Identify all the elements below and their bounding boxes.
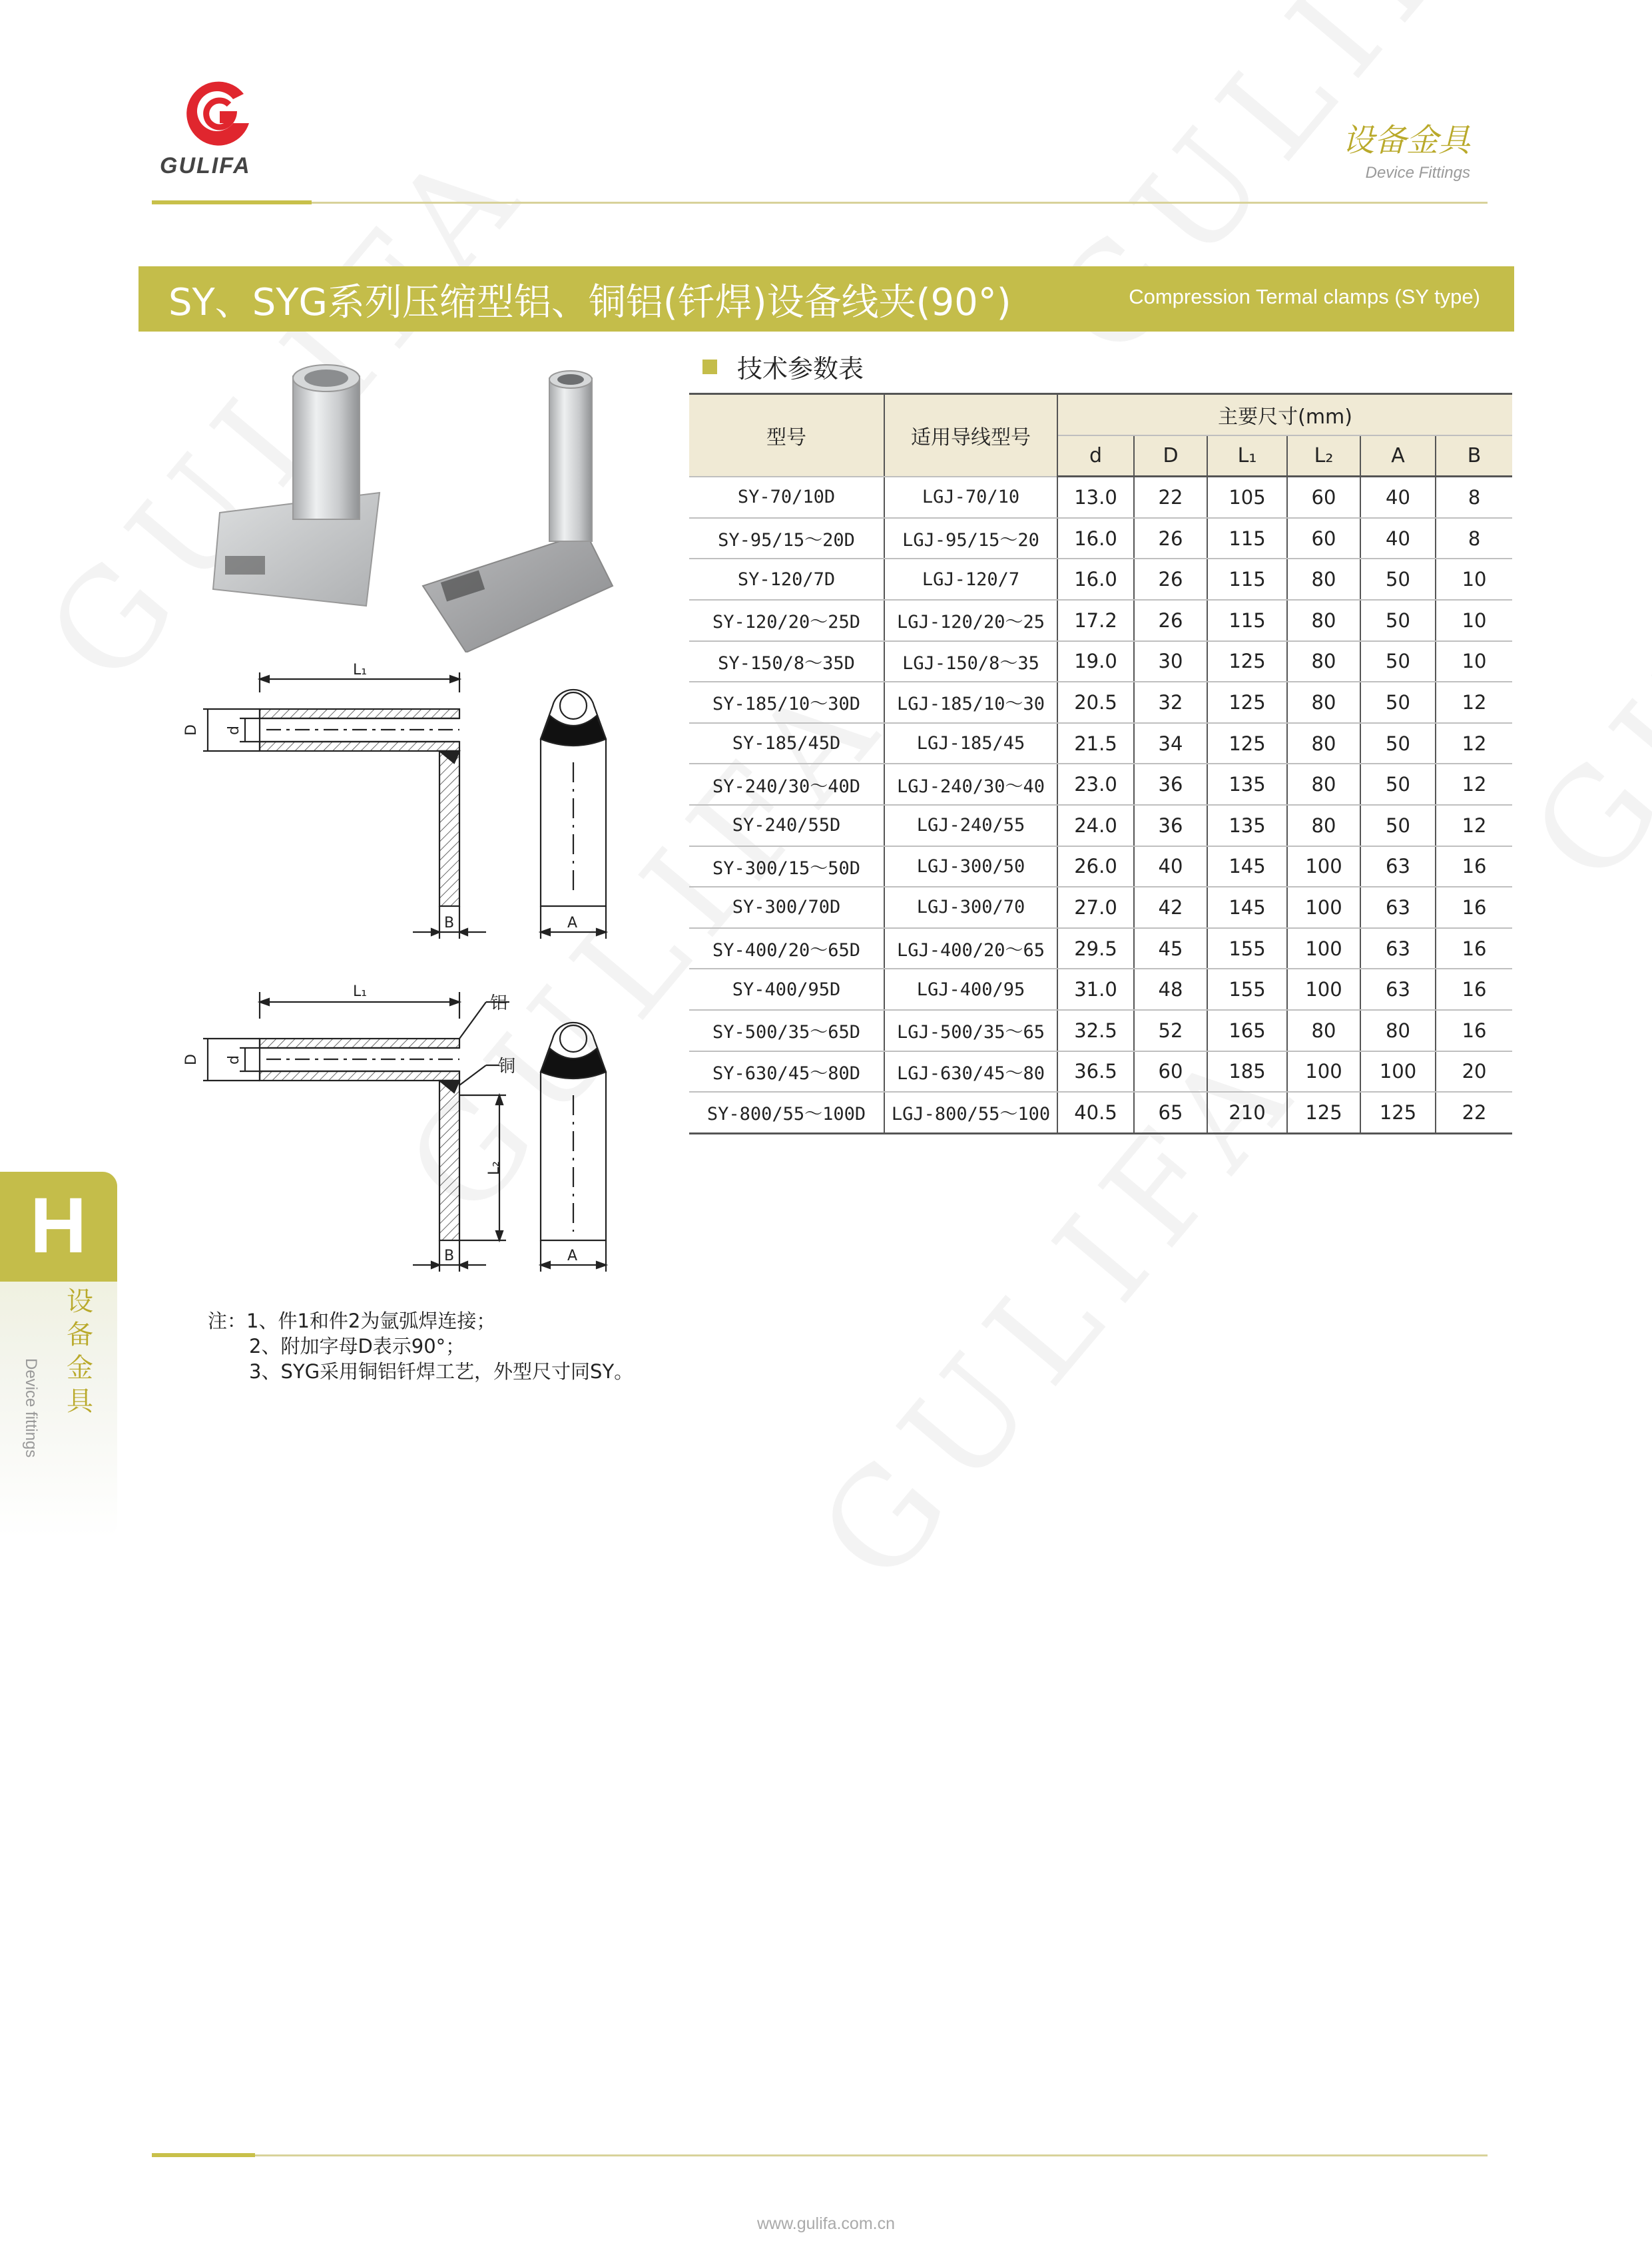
cell-dim: 31.0 bbox=[1057, 969, 1134, 1010]
cell-dim: 50 bbox=[1360, 600, 1436, 641]
cell-wire: LGJ-120/7 bbox=[884, 559, 1057, 600]
cell-wire: LGJ-630/45～80 bbox=[884, 1051, 1057, 1093]
cell-dim: 50 bbox=[1360, 682, 1436, 723]
product-photos bbox=[193, 360, 752, 652]
cell-dim: 42 bbox=[1134, 887, 1207, 928]
dim-label-D: D bbox=[183, 724, 200, 736]
header-dim: L₁ bbox=[1207, 435, 1287, 477]
cell-dim: 30 bbox=[1134, 641, 1207, 682]
cell-model: SY-185/45D bbox=[689, 723, 884, 764]
cell-wire: LGJ-300/70 bbox=[884, 887, 1057, 928]
footer-rule bbox=[152, 2154, 1488, 2156]
cell-dim: 21.5 bbox=[1057, 723, 1134, 764]
cell-dim: 29.5 bbox=[1057, 928, 1134, 969]
cell-wire: LGJ-400/20～65 bbox=[884, 928, 1057, 969]
photo-clamp-front bbox=[213, 365, 380, 606]
cell-wire: LGJ-240/30～40 bbox=[884, 764, 1057, 805]
cell-dim: 16 bbox=[1436, 887, 1512, 928]
cell-dim: 63 bbox=[1360, 887, 1436, 928]
cell-dim: 185 bbox=[1207, 1051, 1287, 1093]
cell-dim: 52 bbox=[1134, 1010, 1207, 1051]
cell-dim: 50 bbox=[1360, 559, 1436, 600]
dim-label-l1: L₁ bbox=[353, 983, 368, 1000]
cell-dim: 13.0 bbox=[1057, 477, 1134, 518]
cell-model: SY-120/7D bbox=[689, 559, 884, 600]
cell-dim: 80 bbox=[1287, 559, 1360, 600]
header-dimensions: 主要尺寸(mm) bbox=[1057, 394, 1512, 435]
cell-wire: LGJ-500/35～65 bbox=[884, 1010, 1057, 1051]
cell-dim: 100 bbox=[1287, 969, 1360, 1010]
dim-label-D: D bbox=[183, 1054, 200, 1065]
photo-clamp-angled bbox=[423, 371, 613, 652]
header-dim: d bbox=[1057, 435, 1134, 477]
cell-dim: 27.0 bbox=[1057, 887, 1134, 928]
cell-dim: 100 bbox=[1360, 1051, 1436, 1093]
table-row bbox=[689, 1010, 1512, 1051]
table-row bbox=[689, 887, 1512, 928]
cell-dim: 135 bbox=[1207, 805, 1287, 846]
cell-dim: 16.0 bbox=[1057, 518, 1134, 559]
cell-dim: 100 bbox=[1287, 1051, 1360, 1093]
cell-dim: 100 bbox=[1287, 928, 1360, 969]
dim-label-d: d bbox=[226, 726, 242, 735]
drawing-sy bbox=[173, 656, 653, 962]
cell-dim: 20 bbox=[1436, 1051, 1512, 1093]
cell-dim: 165 bbox=[1207, 1010, 1287, 1051]
cell-dim: 50 bbox=[1360, 764, 1436, 805]
cell-dim: 145 bbox=[1207, 846, 1287, 887]
cell-wire: LGJ-185/45 bbox=[884, 723, 1057, 764]
cell-dim: 40 bbox=[1360, 518, 1436, 559]
header-rule-accent bbox=[152, 200, 312, 204]
cell-dim: 63 bbox=[1360, 928, 1436, 969]
table-row bbox=[689, 641, 1512, 682]
cell-model: SY-300/70D bbox=[689, 887, 884, 928]
category-title: 设备金具 bbox=[1342, 122, 1470, 159]
cell-dim: 12 bbox=[1436, 764, 1512, 805]
cell-dim: 36.5 bbox=[1057, 1051, 1134, 1093]
cell-wire: LGJ-240/55 bbox=[884, 805, 1057, 846]
cell-model: SY-95/15～20D bbox=[689, 518, 884, 559]
cell-dim: 50 bbox=[1360, 723, 1436, 764]
cell-dim: 34 bbox=[1134, 723, 1207, 764]
dim-label-l2: L₂ bbox=[486, 1160, 503, 1175]
cell-dim: 115 bbox=[1207, 518, 1287, 559]
cell-dim: 145 bbox=[1207, 887, 1287, 928]
page-title: SY、SYG系列压缩型铝、铜铝(钎焊)设备线夹(90°) bbox=[168, 281, 1011, 324]
cell-model: SY-400/95D bbox=[689, 969, 884, 1010]
notes bbox=[208, 1308, 633, 1384]
cell-wire: LGJ-150/8～35 bbox=[884, 641, 1057, 682]
cell-dim: 80 bbox=[1287, 764, 1360, 805]
cell-dim: 26 bbox=[1134, 559, 1207, 600]
side-tab-title: 设备金具 bbox=[67, 1286, 93, 1417]
cell-dim: 12 bbox=[1436, 723, 1512, 764]
footer-url: www.gulifa.com.cn bbox=[756, 2214, 896, 2233]
cell-dim: 17.2 bbox=[1057, 600, 1134, 641]
dim-label-A: A bbox=[567, 1248, 578, 1264]
cell-wire: LGJ-120/20～25 bbox=[884, 600, 1057, 641]
cell-dim: 10 bbox=[1436, 600, 1512, 641]
cell-dim: 8 bbox=[1436, 477, 1512, 518]
cell-dim: 63 bbox=[1360, 969, 1436, 1010]
cell-model: SY-150/8～35D bbox=[689, 641, 884, 682]
cell-dim: 125 bbox=[1360, 1092, 1436, 1133]
cell-model: SY-240/55D bbox=[689, 805, 884, 846]
cell-dim: 125 bbox=[1207, 682, 1287, 723]
cell-wire: LGJ-95/15～20 bbox=[884, 518, 1057, 559]
header-dim: B bbox=[1436, 435, 1512, 477]
side-tab-subtitle: Device fittings bbox=[22, 1358, 40, 1458]
cell-dim: 80 bbox=[1287, 641, 1360, 682]
cell-model: SY-240/30～40D bbox=[689, 764, 884, 805]
cell-model: SY-400/20～65D bbox=[689, 928, 884, 969]
cell-dim: 8 bbox=[1436, 518, 1512, 559]
cell-dim: 155 bbox=[1207, 928, 1287, 969]
cell-model: SY-500/35～65D bbox=[689, 1010, 884, 1051]
header-dim: D bbox=[1134, 435, 1207, 477]
dim-label-d: d bbox=[226, 1055, 242, 1065]
table-row bbox=[689, 723, 1512, 764]
cell-dim: 80 bbox=[1287, 723, 1360, 764]
cell-dim: 50 bbox=[1360, 805, 1436, 846]
cell-dim: 80 bbox=[1287, 600, 1360, 641]
cell-dim: 50 bbox=[1360, 641, 1436, 682]
cell-dim: 40.5 bbox=[1057, 1092, 1134, 1133]
cell-wire: LGJ-300/50 bbox=[884, 846, 1057, 887]
cell-dim: 26.0 bbox=[1057, 846, 1134, 887]
cell-dim: 19.0 bbox=[1057, 641, 1134, 682]
cell-dim: 32.5 bbox=[1057, 1010, 1134, 1051]
material-label-aluminum: 铝 bbox=[490, 993, 508, 1013]
cell-wire: LGJ-70/10 bbox=[884, 477, 1057, 518]
cell-dim: 48 bbox=[1134, 969, 1207, 1010]
cell-dim: 100 bbox=[1287, 887, 1360, 928]
cell-wire: LGJ-185/10～30 bbox=[884, 682, 1057, 723]
drawing-syg bbox=[173, 972, 653, 1288]
cell-dim: 125 bbox=[1207, 641, 1287, 682]
dim-label-B: B bbox=[444, 1248, 455, 1264]
header-model: 型号 bbox=[689, 394, 884, 477]
cell-dim: 16 bbox=[1436, 928, 1512, 969]
side-tab-letter: H bbox=[30, 1182, 87, 1270]
header-wire: 适用导线型号 bbox=[884, 394, 1057, 477]
cell-dim: 36 bbox=[1134, 805, 1207, 846]
cell-dim: 100 bbox=[1287, 846, 1360, 887]
logo-text: GULIFA bbox=[160, 153, 251, 178]
cell-dim: 60 bbox=[1287, 477, 1360, 518]
cell-dim: 26 bbox=[1134, 600, 1207, 641]
table-row bbox=[689, 928, 1512, 969]
cell-dim: 16 bbox=[1436, 969, 1512, 1010]
dim-label-B: B bbox=[444, 915, 455, 931]
cell-dim: 40 bbox=[1360, 477, 1436, 518]
cell-dim: 115 bbox=[1207, 600, 1287, 641]
cell-dim: 20.5 bbox=[1057, 682, 1134, 723]
cell-dim: 135 bbox=[1207, 764, 1287, 805]
cell-dim: 125 bbox=[1207, 723, 1287, 764]
table-row bbox=[689, 600, 1512, 641]
table-row bbox=[689, 1092, 1512, 1133]
cell-model: SY-630/45～80D bbox=[689, 1051, 884, 1093]
cell-model: SY-300/15～50D bbox=[689, 846, 884, 887]
cell-dim: 26 bbox=[1134, 518, 1207, 559]
cell-dim: 10 bbox=[1436, 559, 1512, 600]
cell-dim: 80 bbox=[1360, 1010, 1436, 1051]
cell-model: SY-70/10D bbox=[689, 477, 884, 518]
cell-dim: 45 bbox=[1134, 928, 1207, 969]
dim-label-l1: L₁ bbox=[353, 662, 368, 678]
cell-dim: 80 bbox=[1287, 682, 1360, 723]
material-label-copper: 铜 bbox=[498, 1057, 516, 1077]
cell-dim: 16 bbox=[1436, 846, 1512, 887]
cell-dim: 63 bbox=[1360, 846, 1436, 887]
gulifa-logo-icon bbox=[180, 77, 256, 153]
table-row bbox=[689, 969, 1512, 1010]
header-dim: L₂ bbox=[1287, 435, 1360, 477]
cell-dim: 105 bbox=[1207, 477, 1287, 518]
cell-dim: 23.0 bbox=[1057, 764, 1134, 805]
cell-dim: 65 bbox=[1134, 1092, 1207, 1133]
table-row bbox=[689, 846, 1512, 887]
spec-table bbox=[689, 393, 1512, 1134]
note-line: 2、附加字母D表示90°； bbox=[249, 1335, 465, 1358]
table-row bbox=[689, 764, 1512, 805]
dim-label-A: A bbox=[567, 915, 578, 931]
table-row bbox=[689, 1051, 1512, 1093]
cell-dim: 36 bbox=[1134, 764, 1207, 805]
table-row bbox=[689, 805, 1512, 846]
cell-dim: 60 bbox=[1134, 1051, 1207, 1093]
cell-wire: LGJ-800/55～100 bbox=[884, 1092, 1057, 1133]
note-line: 3、SYG采用铜铝钎焊工艺，外型尺寸同SY。 bbox=[249, 1360, 634, 1383]
cell-dim: 80 bbox=[1287, 805, 1360, 846]
category-subtitle: Device Fittings bbox=[1365, 164, 1470, 182]
cell-dim: 16 bbox=[1436, 1010, 1512, 1051]
cell-dim: 12 bbox=[1436, 805, 1512, 846]
header-rule bbox=[152, 202, 1488, 204]
cell-dim: 22 bbox=[1134, 477, 1207, 518]
cell-dim: 12 bbox=[1436, 682, 1512, 723]
cell-model: SY-120/20～25D bbox=[689, 600, 884, 641]
cell-dim: 22 bbox=[1436, 1092, 1512, 1133]
page-subtitle: Compression Termal clamps (SY type) bbox=[1129, 285, 1480, 308]
table-row bbox=[689, 477, 1512, 518]
table-row bbox=[689, 682, 1512, 723]
cell-model: SY-800/55～100D bbox=[689, 1092, 884, 1133]
cell-dim: 32 bbox=[1134, 682, 1207, 723]
cell-dim: 80 bbox=[1287, 1010, 1360, 1051]
note-line: 注：1、件1和件2为氩弧焊连接； bbox=[208, 1310, 496, 1332]
cell-dim: 24.0 bbox=[1057, 805, 1134, 846]
cell-dim: 125 bbox=[1287, 1092, 1360, 1133]
footer-rule-accent bbox=[152, 2153, 255, 2157]
section-title: 技术参数表 bbox=[737, 354, 864, 383]
cell-dim: 10 bbox=[1436, 641, 1512, 682]
cell-dim: 155 bbox=[1207, 969, 1287, 1010]
header-dim: A bbox=[1360, 435, 1436, 477]
cell-dim: 16.0 bbox=[1057, 559, 1134, 600]
watermark bbox=[1503, 309, 1652, 911]
cell-wire: LGJ-400/95 bbox=[884, 969, 1057, 1010]
cell-dim: 210 bbox=[1207, 1092, 1287, 1133]
cell-model: SY-185/10～30D bbox=[689, 682, 884, 723]
table-row bbox=[689, 559, 1512, 600]
cell-dim: 115 bbox=[1207, 559, 1287, 600]
cell-dim: 60 bbox=[1287, 518, 1360, 559]
cell-dim: 40 bbox=[1134, 846, 1207, 887]
table-row bbox=[689, 518, 1512, 559]
